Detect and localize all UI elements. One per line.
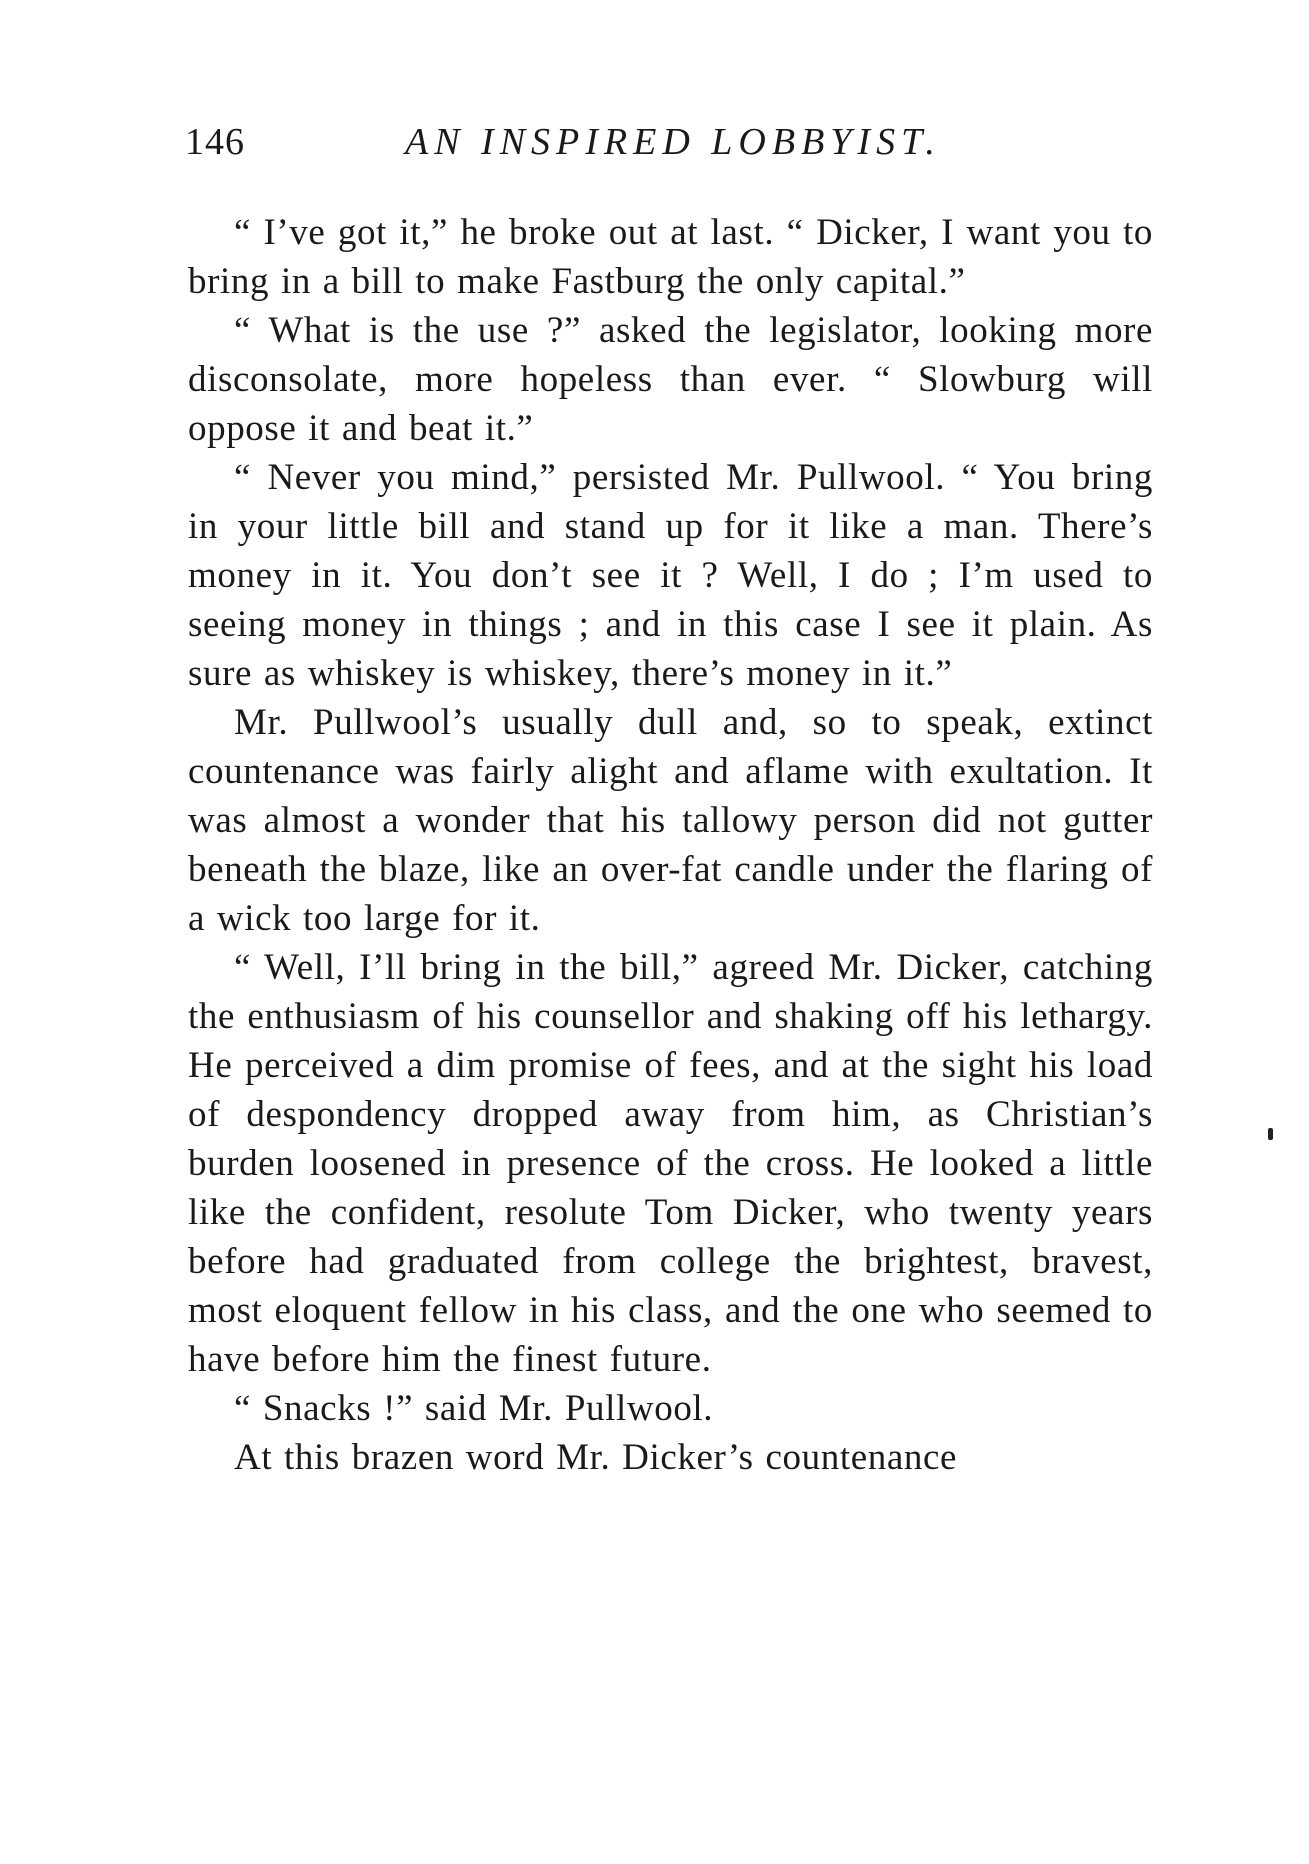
running-head [185,120,1145,176]
paragraph: “ Never you mind,” persisted Mr. Pullwool. “ You bring in your little bill and stand up for it like a man. There’s money in it. You don’t see it ? Well, I do ; I’m used to seeing money in things ; and in this case I see it plain. As sure as whiskey is whiskey, there’s money in it.” [188,457,1153,694]
ink-speck [1268,1128,1273,1140]
running-title: AN INSPIRED LOBBYIST. [405,121,941,163]
page-number: 146 [185,121,245,163]
paragraph: “ I’ve got it,” he broke out at last. “ Dicker, I want you to bring in a bill to make Fastburg the only capital.” [188,212,1153,302]
paragraph: “ Snacks !” said Mr. Pullwool. [234,1388,714,1429]
body-text [188,208,1153,1482]
paragraph: Mr. Pullwool’s usually dull and, so to speak, extinct countenance was fairly alight and aflame with exultation. It was almost a wonder that his tallowy person did not gutter beneath the blaze, like an over-fat candle under the flaring of a wick too large for it. [188,702,1153,939]
paragraph: “ Well, I’ll bring in the bill,” agreed Mr. Dicker, catching the enthusiasm of his counsellor and shaking off his lethargy. He perceived a dim promise of fees, and at the sight his load of despondency dropped away from him, as Christian’s burden loosened in presence of the cross. He looked a little like the confident, resolute Tom Dicker, who twenty years before had graduated from college the brightest, bravest, most eloquent fellow in his class, and the one who seemed to have before him the finest future. [188,947,1153,1380]
paragraph: At this brazen word Mr. Dicker’s countenance [234,1437,958,1478]
paragraph: “ What is the use ?” asked the legislator, looking more disconsolate, more hopeless than ever. “ Slowburg will oppose it and beat it.” [188,310,1153,449]
